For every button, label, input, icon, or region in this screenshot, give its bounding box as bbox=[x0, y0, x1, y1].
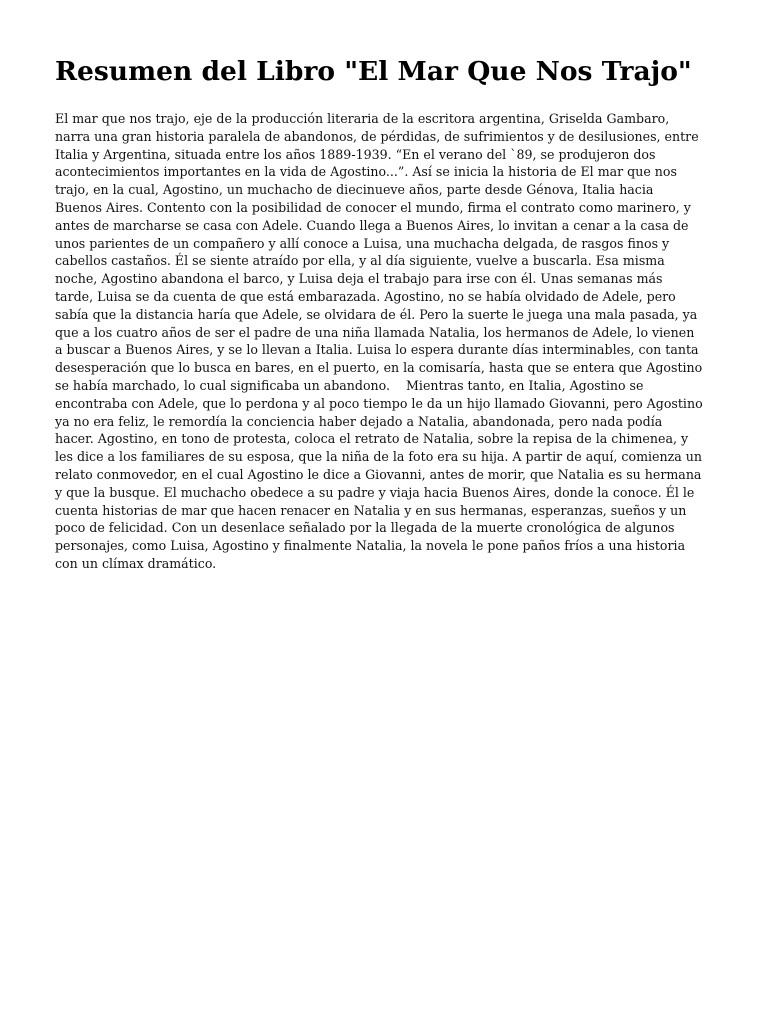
document-body: El mar que nos trajo, eje de la producción literaria de la escritora argentina, Griselda Gambaro, narra una gran historia paralela de abandonos, de pérdidas, de sufrimientos y de desilusiones, entre Italia y Argentina, situada entre los años 1889-1939. “En el verano del `89, se produjeron dos acontecimientos importantes en la vida de Agostino...”. Así se inicia la historia de El mar que nos trajo, en la cual, Agostino, un muchacho de diecinueve años, parte desde Génova, Italia hacia Buenos Aires. Contento con la posibilidad de conocer el mundo, firma el contrato como marinero, y antes de marcharse se casa con Adele. Cuando llega a Buenos Aires, lo invitan a cenar a la casa de unos parientes de un compañero y allí conoce a Luisa, una muchacha delgada, de rasgos finos y cabellos castaños. Él se siente atraído por ella, y al día siguiente, vuelve a buscarla. Esa misma noche, Agostino abandona el barco, y Luisa deja el trabajo para irse con él. Unas semanas más tarde, Luisa se da cuenta de que está embarazada. Agostino, no se había olvidado de Adele, pero sabía que la distancia haría que Adele, se olvidara de él. Pero la suerte le juega una mala pasada, ya que a los cuatro años de ser el padre de una niña llamada Natalia, los hermanos de Adele, lo vienen a buscar a Buenos Aires, y se lo llevan a Italia. Luisa lo espera durante días interminables, con tanta desesperación que lo busca en bares, en el puerto, en la comisaría, hasta que se entera que Agostino se había marchado, lo cual significaba un abandono. Mientras tanto, en Italia, Agostino se encontraba con Adele, que lo perdona y al poco tiempo le da un hijo llamado Giovanni, pero Agostino ya no era feliz, le remordía la conciencia haber dejado a Natalia, abandonada, pero nada podía hacer. Agostino, en tono de protesta, coloca el retrato de Natalia, sobre la repisa de la chimenea, y les dice a los familiares de su esposa, que la niña de la foto era su hija. A partir de aquí, comienza un relato conmovedor, en el cual Agostino le dice a Giovanni, antes de morir, que Natalia es su hermana y que la busque. El muchacho obedece a su padre y viaja hacia Buenos Aires, donde la conoce. Él le cuenta historias de mar que hacen renacer en Natalia y en sus hermanas, esperanzas, sueños y un poco de felicidad. Con un desenlace señalado por la llegada de la muerte cronológica de algunos personajes, como Luisa, Agostino y finalmente Natalia, la novela le pone paños fríos a una historia con un clímax dramático. bbox=[55, 111, 703, 571]
document-title: Resumen del Libro "El Mar Que Nos Trajo" bbox=[55, 56, 692, 87]
document-page bbox=[55, 52, 715, 573]
